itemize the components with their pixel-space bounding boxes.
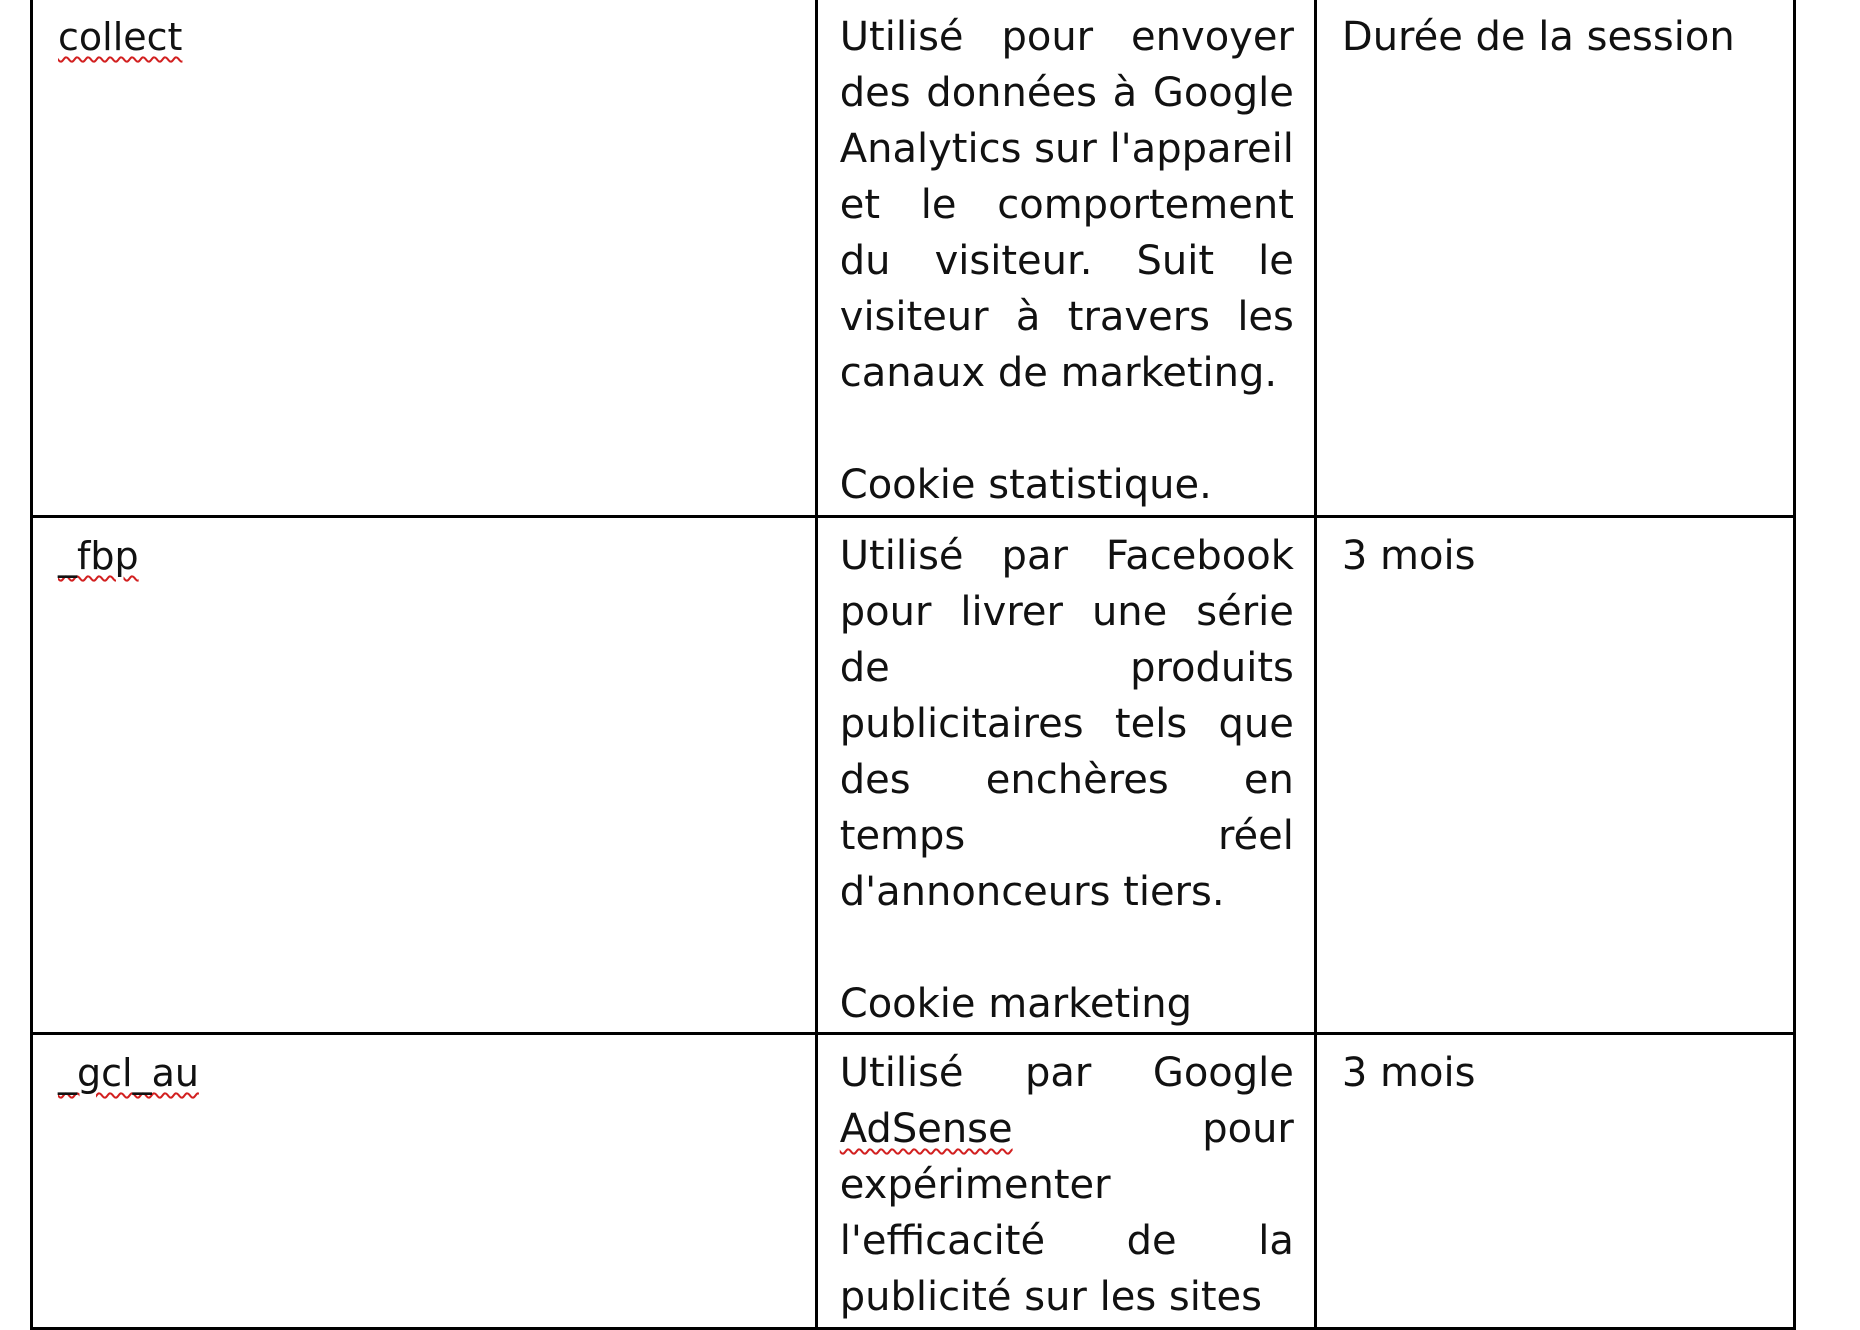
cookie-category: Cookie statistique.	[839, 462, 1212, 508]
cookie-name-cell[interactable]	[32, 517, 817, 1034]
cookie-description-cell[interactable]	[816, 517, 1315, 1034]
paragraph-spacer	[840, 401, 1294, 457]
cookie-duration-cell[interactable]	[1315, 1034, 1794, 1329]
cookie-duration-cell[interactable]	[1315, 0, 1794, 517]
cookie-category: Cookie marketing	[839, 981, 1193, 1027]
cookie-name-cell[interactable]	[32, 1034, 817, 1329]
cookie-name: _gcl_au	[58, 1051, 199, 1095]
table-row	[32, 1034, 1795, 1329]
cookie-duration: 3 mois	[1341, 1050, 1476, 1096]
cookie-description-cell[interactable]	[816, 0, 1315, 517]
cookie-duration: 3 mois	[1341, 533, 1476, 579]
cookie-name: collect	[58, 15, 183, 59]
paragraph-spacer	[840, 920, 1294, 976]
cookie-name: _fbp	[58, 534, 139, 578]
cookie-description: Utilisé par Facebook pour livrer une série de produits publicitaires tels que des enchères en temps réel d'annonceurs tiers.	[839, 533, 1294, 915]
cookie-description-cell[interactable]	[816, 1034, 1315, 1329]
cookie-description: Utilisé pour envoyer des données à Google Analytics sur l'appareil et le comportement du visiteur. Suit le visiteur à travers les canaux de marketing.	[839, 14, 1294, 396]
description-suffix: pour expérimenter l'efficacité de la publicité sur les sites	[839, 1106, 1294, 1320]
cookie-duration: Durée de la session	[1341, 14, 1735, 60]
table-row	[32, 0, 1795, 517]
description-prefix: Utilisé par Google	[839, 1050, 1294, 1096]
cookie-name-cell[interactable]	[32, 0, 817, 517]
cookie-table	[30, 0, 1796, 1330]
description-misspelled-word: AdSense	[839, 1106, 1013, 1152]
cookie-description	[840, 1045, 1294, 1325]
cookie-duration-cell[interactable]	[1315, 517, 1794, 1034]
table-row	[32, 517, 1795, 1034]
